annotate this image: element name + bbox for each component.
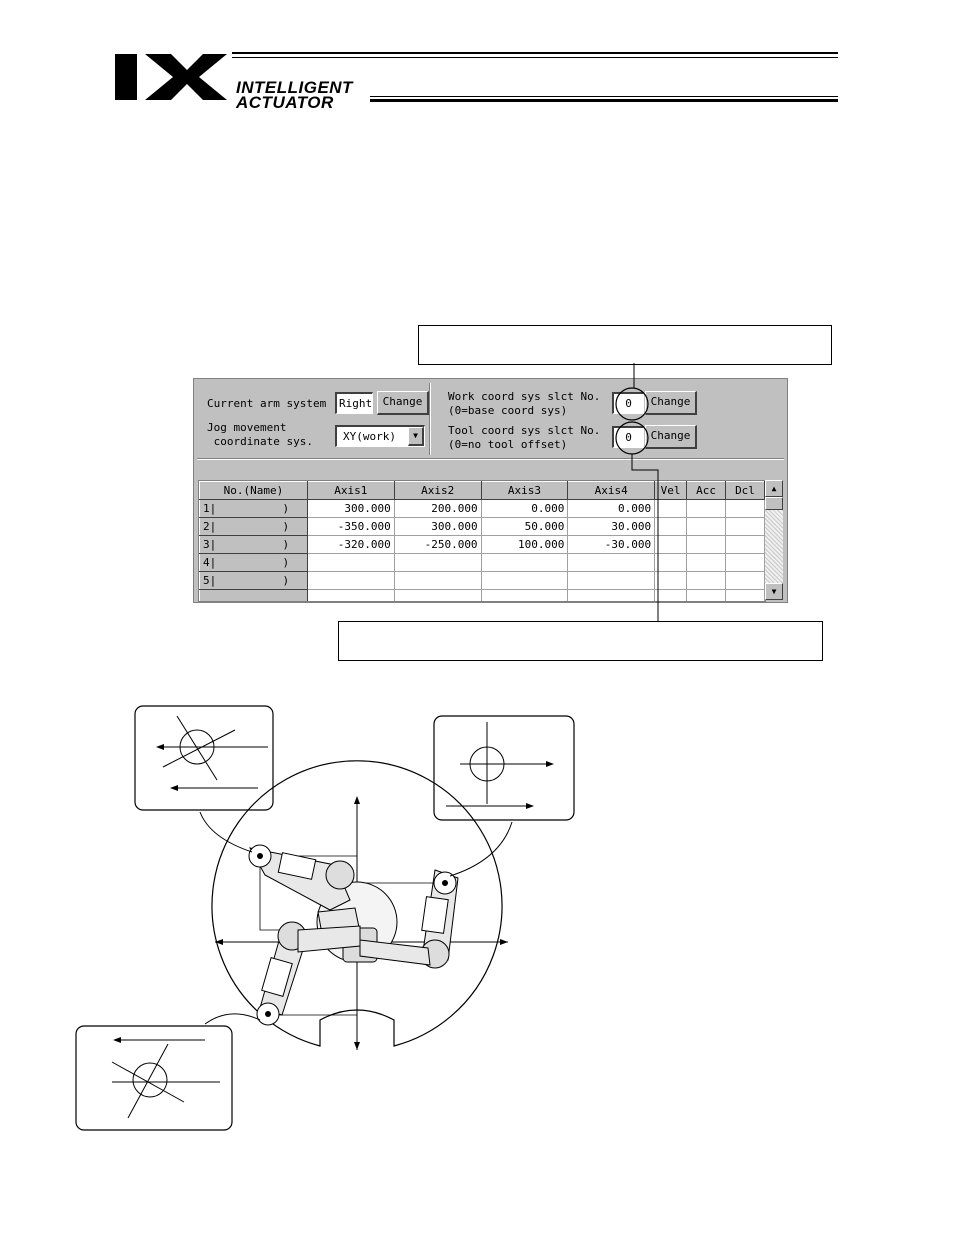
scara-robot-diagram	[60, 690, 600, 1140]
cell-axis1[interactable]: -320.000	[307, 536, 394, 554]
robot-arm-lower-left	[257, 922, 360, 1025]
robot-arm-upper-left	[249, 845, 360, 934]
col-header-name[interactable]: No.(Name)	[200, 482, 308, 500]
curved-leader-arrow	[205, 1014, 260, 1024]
arm-system-label: Current arm system	[207, 397, 327, 410]
tool-field-highlight-circle	[616, 422, 648, 454]
inset-box-left-top	[135, 706, 273, 810]
cell-axis3[interactable]: 0.000	[481, 500, 568, 518]
jog-coord-label: Jog movement coordinate sys.	[207, 421, 313, 448]
tool-coord-field[interactable]: 0	[612, 426, 644, 448]
col-header-axis3[interactable]: Axis3	[481, 482, 568, 500]
arrow-up-icon	[354, 796, 360, 804]
tool-change-button[interactable]: Change	[645, 425, 697, 449]
leader-line-bottom	[632, 454, 658, 621]
col-header-dcl[interactable]: Dcl	[726, 482, 765, 500]
cell-axis4[interactable]: 0.000	[568, 500, 655, 518]
scroll-up-icon[interactable]: ▲	[765, 480, 783, 497]
cell-axis4[interactable]: 30.000	[568, 518, 655, 536]
row-header[interactable]: 3| )	[200, 536, 308, 554]
work-coord-field[interactable]: 0	[612, 392, 644, 414]
cell-axis2[interactable]: -250.000	[394, 536, 481, 554]
cell-axis1[interactable]: 300.000	[307, 500, 394, 518]
arm-change-button[interactable]: Change	[377, 391, 429, 415]
row-header[interactable]: 4| )	[200, 554, 308, 572]
col-header-acc[interactable]: Acc	[687, 482, 726, 500]
col-header-axis1[interactable]: Axis1	[307, 482, 394, 500]
cell-axis2[interactable]: 300.000	[394, 518, 481, 536]
dropdown-arrow-icon[interactable]: ▼	[408, 427, 424, 446]
col-header-axis4[interactable]: Axis4	[568, 482, 655, 500]
arrow-down-icon	[354, 1042, 360, 1050]
jog-coord-value: XY(work)	[343, 430, 396, 443]
work-field-highlight-circle	[616, 388, 648, 420]
col-header-axis2[interactable]: Axis2	[394, 482, 481, 500]
scroll-down-icon[interactable]: ▼	[765, 583, 783, 600]
work-coord-label: Work coord sys slct No. (0=base coord sys)	[448, 390, 601, 417]
cell-axis2[interactable]: 200.000	[394, 500, 481, 518]
logo-line-1: INTELLIGENT	[236, 78, 353, 97]
row-header[interactable]: 2| )	[200, 518, 308, 536]
cell-axis3[interactable]: 100.000	[481, 536, 568, 554]
row-header[interactable]: 1| )	[200, 500, 308, 518]
col-header-vel[interactable]: Vel	[655, 482, 687, 500]
row-header[interactable]: 5| )	[200, 572, 308, 590]
cell-axis3[interactable]: 50.000	[481, 518, 568, 536]
tool-coord-label: Tool coord sys slct No. (0=no tool offset)	[448, 424, 601, 451]
curved-leader-arrow	[200, 812, 252, 852]
arrow-right-icon	[500, 939, 508, 945]
cell-axis1[interactable]: -350.000	[307, 518, 394, 536]
logo-line-2: ACTUATOR	[236, 93, 334, 112]
arm-system-field: Right	[335, 392, 373, 414]
cell-axis4[interactable]: -30.000	[568, 536, 655, 554]
inset-box-left-bottom	[76, 1026, 232, 1130]
work-change-button[interactable]: Change	[645, 391, 697, 415]
